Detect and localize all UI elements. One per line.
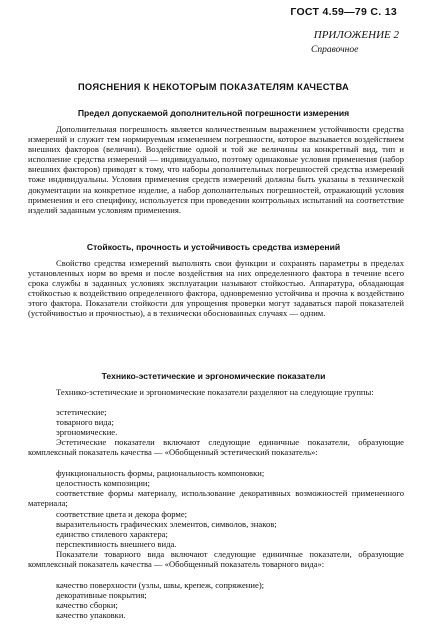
appendix-label: ПРИЛОЖЕНИЕ 2: [313, 29, 399, 41]
reference-label: Справочное: [311, 45, 359, 55]
list-item: качество поверхности (узлы, швы, крепеж, сопряжение);: [56, 580, 265, 590]
list-item: выразительность графических элементов, символов, знаков;: [56, 519, 277, 529]
document-code: ГОСТ 4.59—79 С. 13: [290, 6, 397, 18]
list-item: качество упаковки.: [56, 610, 126, 620]
list-item: эргономические.: [56, 427, 118, 437]
list-item: перспективность внешнего вида.: [56, 539, 177, 549]
section-heading-3: Технико-эстетические и эргономические показатели: [101, 371, 326, 381]
section-paragraph-1: Дополнительная погрешность является количественным выражением устойчивости средства измерений и служит тем нормируемым изменением погрешности, которое вызывается воздействием внешних факторов (величин). Воздействие одной и той же величины на конкретный вид, тип и исполнение средства измерений — индивидуально, поэтому одинаковые условия применения (набор внешних факторов) приводят к тому, что наборы дополнительных погрешностей средства измерений тоже индивидуальны. Условия применения средств измерений должны быть указаны в технической документации на конкретное изделие, а набор дополнительных погрешностей, отражающий условия применения и его специфику, используется при проведении контрольных испытаний на соответствие изделий заданным условиям применения.: [28, 124, 404, 215]
list-item: качество сборки;: [56, 600, 118, 610]
section-heading-1: Предел допускаемой дополнительной погрешности измерения: [77, 108, 350, 118]
page-title: ПОЯСНЕНИЯ К НЕКОТОРЫМ ПОКАЗАТЕЛЯМ КАЧЕСТВА: [77, 82, 350, 92]
list-item: единство стилевого характера;: [56, 529, 168, 539]
list-item: соответствие формы материалу, использование декоративных возможностей примененного материала;: [28, 488, 404, 509]
commodity-intro: Показатели товарного вида включают следующие единичные показатели, образующие комплексный показатель качества — «Обобщенный показатель товарного вида»:: [28, 549, 404, 570]
list-item: целостность композиции;: [56, 478, 150, 488]
section-paragraph-2: Свойство средства измерений выполнять свои функции и сохранять параметры в пределах установленных норм во время и после воздействия на них определенного фактора в течение всего срока службы в заданных условиях эксплуатации называют стойкостью. Аппаратура, обладающая стойкостью к воздействию определенного фактора, одновременно устойчива и прочна к воздействию этого фактора. Показатели стойкости для упрощения проверки могут задаваться парой показателей (устойчивостью и прочностью), а в технически обоснованных случаях — одним.: [28, 258, 404, 319]
list-item: эстетические;: [56, 407, 107, 417]
list-item: функциональность формы, рациональность компоновки;: [56, 468, 265, 478]
section-3-intro: Технико-эстетические и эргономические показатели разделяют на следующие группы:: [56, 387, 374, 397]
list-item: соответствие цвета и декора форме;: [56, 509, 188, 519]
section-heading-2: Стойкость, прочность и устойчивость средства измерений: [86, 242, 341, 252]
list-item: декоративные покрытия;: [56, 590, 147, 600]
list-item: товарного вида;: [56, 417, 114, 427]
aesthetic-intro: Эстетические показатели включают следующие единичные показатели, образующие комплексный показатель качества — «Обобщенный эстетический показатель»:: [28, 437, 404, 458]
